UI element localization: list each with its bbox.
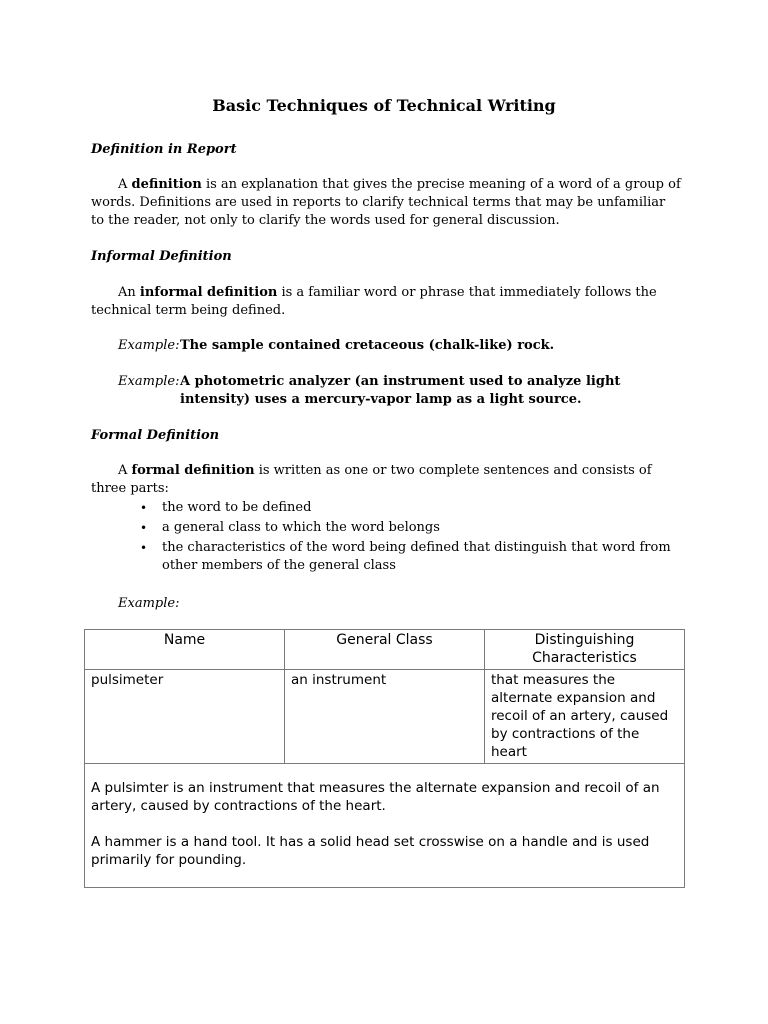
example-informal-1 [118, 337, 688, 355]
paragraph-definition [91, 176, 681, 230]
bullet-icon: • [140, 541, 148, 555]
table-header-name: Name [85, 630, 285, 670]
para-text: A [118, 177, 132, 192]
paragraph-informal-definition [91, 284, 681, 320]
para-text: An [118, 285, 140, 300]
example-text: The sample contained cretaceous (chalk-like) rock. [180, 338, 555, 353]
para-text: A [118, 463, 132, 478]
list-item-text: a general class to which the word belongs [162, 520, 440, 535]
table-cell-characteristics: that measures the alternate expansion and recoil of an artery, caused by contractions of the heart [485, 670, 685, 764]
bullet-icon: • [140, 501, 148, 515]
table-header-general-class: General Class [285, 630, 485, 670]
table-summary-cell [85, 764, 685, 888]
formal-definition-parts-list [140, 499, 680, 577]
list-item [140, 539, 680, 575]
summary-sentence-hammer: A hammer is a hand tool. It has a solid head set crosswise on a handle and is used primarily for pounding. [91, 834, 650, 868]
list-item-text: the word to be defined [162, 500, 312, 515]
table-row [85, 670, 685, 764]
term-informal-definition: informal definition [139, 285, 278, 300]
heading-definition-in-report: Definition in Report [91, 142, 237, 157]
term-definition: definition [131, 177, 202, 192]
example-label: Example: [118, 374, 180, 389]
table-cell-name: pulsimeter [85, 670, 285, 764]
heading-informal-definition: Informal Definition [91, 249, 232, 264]
definition-table [84, 629, 685, 888]
table-header-distinguishing-characteristics: Distinguishing Characteristics [485, 630, 685, 670]
example-label: Example: [118, 338, 180, 353]
example-label-formal: Example: [118, 596, 180, 611]
term-formal-definition: formal definition [131, 463, 255, 478]
table-header-row [85, 630, 685, 670]
heading-formal-definition: Formal Definition [91, 428, 220, 443]
para-text: is an explanation that gives the precise meaning of a word of a group of words. Definitions are used in reports to clarify technical terms that may be unfamiliar to the reader, not only to clarify the words used for general discussion. [91, 177, 681, 228]
bullet-icon: • [140, 521, 148, 535]
summary-sentence-pulsimeter: A pulsimter is an instrument that measures the alternate expansion and recoil of an artery, caused by contractions of the heart. [91, 780, 660, 814]
example-informal-2 [118, 373, 688, 409]
document-title: Basic Techniques of Technical Writing [212, 96, 556, 115]
example-text: A photometric analyzer (an instrument used to analyze light intensity) uses a mercury-vapor lamp as a light source. [180, 374, 621, 407]
para-text: is written as one or two complete sentences and consists of three parts: [91, 463, 652, 496]
table-cell-general-class: an instrument [285, 670, 485, 764]
para-text: is a familiar word or phrase that immediately follows the technical term being defined. [91, 285, 657, 318]
list-item-text: the characteristics of the word being defined that distinguish that word from other members of the general class [162, 540, 671, 573]
table-summary-row [85, 764, 685, 888]
list-item [140, 519, 680, 537]
paragraph-formal-definition [91, 462, 681, 498]
list-item [140, 499, 680, 517]
